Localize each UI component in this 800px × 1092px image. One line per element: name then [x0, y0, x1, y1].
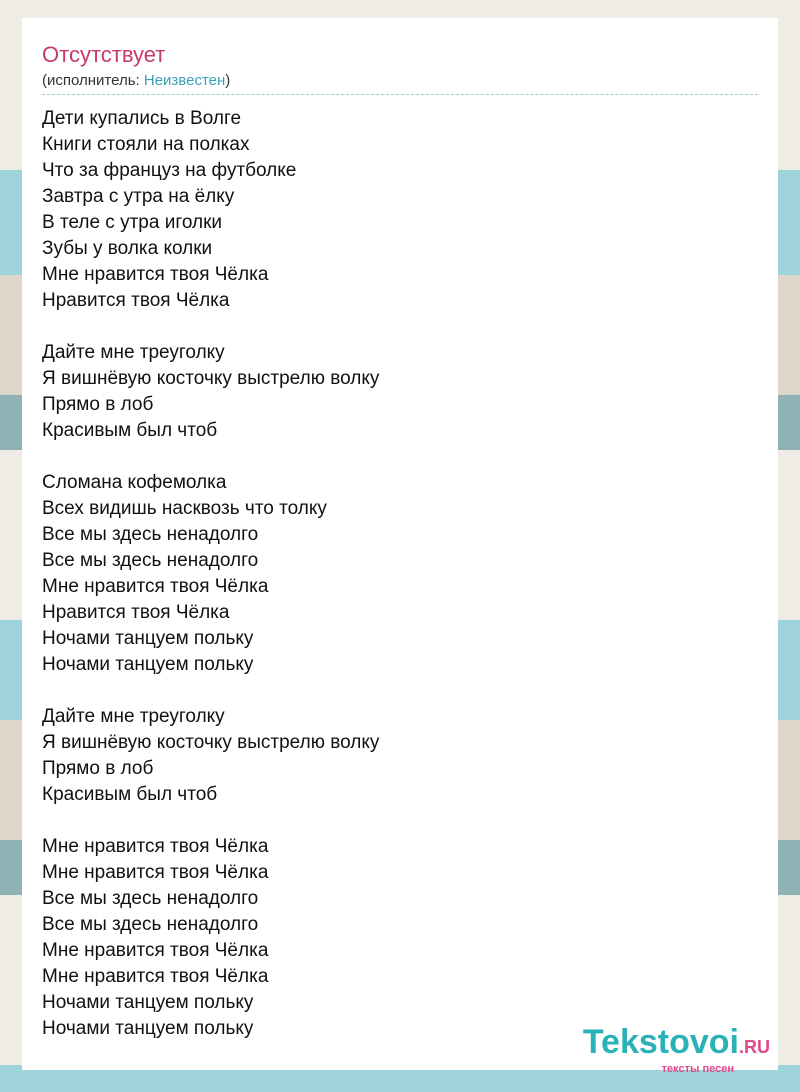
lyric-line: Дайте мне треуголку	[42, 706, 225, 727]
lyrics-text	[42, 106, 758, 1042]
lyric-line: Книги стояли на полках	[42, 134, 250, 155]
lyric-line: Ночами танцуем польку	[42, 992, 254, 1013]
lyric-line: Мне нравится твоя Чёлка	[42, 862, 269, 883]
lyric-line	[42, 808, 758, 834]
lyric-line: Всех видишь насквозь что толку	[42, 498, 327, 519]
divider	[42, 94, 758, 95]
lyric-line: Все мы здесь ненадолго	[42, 914, 259, 935]
song-title: Отсутствует	[42, 42, 166, 67]
lyric-line: Прямо в лоб	[42, 394, 154, 415]
lyric-line: Нравится твоя Чёлка	[42, 602, 230, 623]
lyric-line: Прямо в лоб	[42, 758, 154, 779]
artist-suffix: )	[225, 72, 231, 89]
lyric-line: Все мы здесь ненадолго	[42, 888, 259, 909]
lyric-line	[42, 314, 758, 340]
lyric-line: Мне нравится твоя Чёлка	[42, 264, 269, 285]
logo-tagline: тексты песен	[661, 1063, 734, 1075]
lyric-line	[42, 444, 758, 470]
lyric-line: Дети купались в Волге	[42, 108, 242, 129]
artist-line	[42, 72, 230, 90]
lyric-line: Сломана кофемолка	[42, 472, 227, 493]
artist-prefix: (исполнитель:	[42, 72, 144, 89]
logo-wordmark	[583, 1024, 770, 1065]
lyric-line: Ночами танцуем польку	[42, 628, 254, 649]
lyric-line: Красивым был чтоб	[42, 420, 218, 441]
lyric-line: Ночами танцуем польку	[42, 1018, 254, 1039]
lyric-line: Я вишнёвую косточку выстрелю волку	[42, 368, 380, 389]
lyric-line: В теле с утра иголки	[42, 212, 222, 233]
lyric-line: Ночами танцуем польку	[42, 654, 254, 675]
lyric-line: Дайте мне треуголку	[42, 342, 225, 363]
lyric-line: Все мы здесь ненадолго	[42, 524, 259, 545]
site-logo[interactable]	[583, 1024, 770, 1075]
lyric-line: Что за француз на футболке	[42, 160, 297, 181]
logo-main-text: Tekstovoi	[582, 1023, 739, 1061]
lyric-line: Нравится твоя Чёлка	[42, 290, 230, 311]
lyric-line	[42, 678, 758, 704]
logo-tld: .RU	[739, 1037, 770, 1057]
lyric-line: Все мы здесь ненадолго	[42, 550, 259, 571]
lyric-line: Мне нравится твоя Чёлка	[42, 940, 269, 961]
lyric-line: Завтра с утра на ёлку	[42, 186, 235, 207]
lyric-line: Красивым был чтоб	[42, 784, 218, 805]
lyric-line: Мне нравится твоя Чёлка	[42, 966, 269, 987]
lyric-line: Мне нравится твоя Чёлка	[42, 576, 269, 597]
lyric-line: Мне нравится твоя Чёлка	[42, 836, 269, 857]
lyric-line: Зубы у волка колки	[42, 238, 213, 259]
lyrics-card	[22, 18, 778, 1070]
artist-link[interactable]: Неизвестен	[143, 72, 226, 89]
lyric-line: Я вишнёвую косточку выстрелю волку	[42, 732, 380, 753]
